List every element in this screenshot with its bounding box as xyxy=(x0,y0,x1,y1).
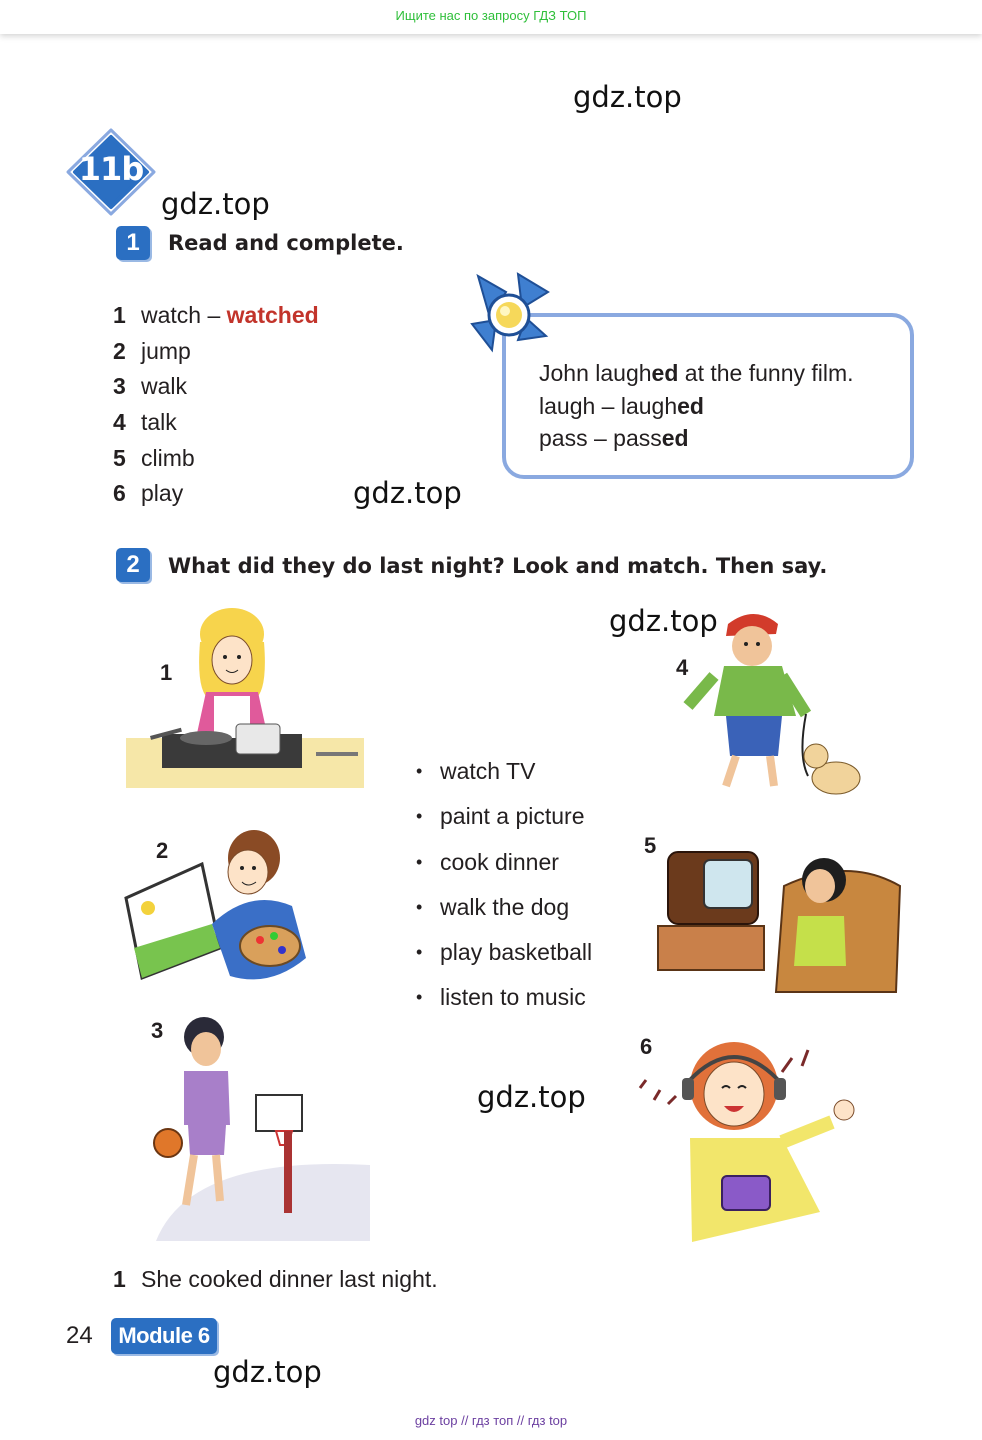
activity-text: watch TV xyxy=(440,758,536,784)
bullet: • xyxy=(416,761,423,781)
item-word: watch xyxy=(141,302,202,328)
exercise-2-instruction: What did they do last night? Look and match. Then say. xyxy=(168,554,828,578)
list-item xyxy=(416,933,592,978)
example-sentence xyxy=(113,1266,438,1293)
activity-text: cook dinner xyxy=(440,848,559,875)
item-word: play xyxy=(141,480,184,507)
picture-5-label: 5 xyxy=(644,833,657,858)
activity-list xyxy=(416,752,592,1024)
bullet: • xyxy=(416,896,423,917)
picture-3-basketball xyxy=(150,1015,370,1243)
bullet: • xyxy=(416,987,423,1008)
item-number: 2 xyxy=(113,337,126,364)
bullet: • xyxy=(416,851,423,872)
list-item xyxy=(416,752,592,797)
spotlight-lamp-icon xyxy=(466,270,556,360)
picture-6-listening-music xyxy=(632,1032,864,1244)
item-dash: – xyxy=(201,302,227,328)
picture-1-label: 1 xyxy=(160,660,173,685)
item-word: talk xyxy=(141,409,177,436)
note-line-3: pass – passed xyxy=(539,425,689,451)
watermark: gdz.top xyxy=(477,1080,586,1114)
item-number: 1 xyxy=(113,302,126,328)
list-item xyxy=(113,476,319,512)
activity-text: play basketball xyxy=(440,939,593,966)
item-number: 4 xyxy=(113,409,126,436)
watermark: gdz.top xyxy=(609,604,718,638)
item-word: walk xyxy=(141,373,188,400)
exercise-2-number: 2 xyxy=(116,548,150,582)
item-answer: watched xyxy=(226,302,319,328)
bullet: • xyxy=(416,942,423,963)
picture-6-label: 6 xyxy=(640,1034,653,1059)
exercise-1-instruction: Read and complete. xyxy=(168,231,404,255)
picture-2-label: 2 xyxy=(156,838,169,863)
list-item xyxy=(416,843,592,888)
watermark: gdz.top xyxy=(353,476,462,510)
list-item xyxy=(113,298,319,334)
picture-4-walking-dog xyxy=(678,606,868,806)
item-word: jump xyxy=(141,337,191,364)
page-number: 24 xyxy=(66,1322,93,1349)
list-item xyxy=(113,369,319,405)
top-banner xyxy=(0,0,982,34)
activity-text: listen to music xyxy=(440,984,586,1011)
grammar-note-box xyxy=(502,313,914,479)
watermark: gdz.top xyxy=(573,80,682,114)
list-item xyxy=(113,441,319,477)
footer-links[interactable]: gdz top // гдз топ // гдз top xyxy=(414,1413,568,1428)
picture-5-watching-tv xyxy=(648,846,900,998)
item-number: 6 xyxy=(113,480,126,507)
picture-4-label: 4 xyxy=(676,655,689,680)
list-item xyxy=(416,978,592,1023)
note-line-2: laugh – laughed xyxy=(539,393,704,419)
picture-1-cooking xyxy=(126,612,364,792)
list-item xyxy=(113,405,319,441)
note-line-1: John laughed at the funny film. xyxy=(539,360,854,386)
top-banner-text: Ищите нас по запросу ГДЗ ТОП xyxy=(395,8,587,23)
picture-2-painting xyxy=(120,828,320,988)
activity-text: walk the dog xyxy=(440,893,570,920)
item-word: climb xyxy=(141,444,195,471)
list-item xyxy=(416,888,592,933)
item-number: 3 xyxy=(113,373,126,400)
list-item xyxy=(113,334,319,370)
module-badge: Module 6 xyxy=(111,1318,217,1354)
activity-text: paint a picture xyxy=(440,803,585,830)
watermark: gdz.top xyxy=(161,187,270,221)
item-number: 5 xyxy=(113,444,126,471)
list-item xyxy=(416,797,592,842)
watermark: gdz.top xyxy=(213,1355,322,1389)
picture-3-label: 3 xyxy=(151,1018,164,1043)
bullet: • xyxy=(416,806,423,827)
example-text: She cooked dinner last night. xyxy=(141,1266,438,1292)
verb-list xyxy=(113,298,319,512)
lesson-badge-label: 11b xyxy=(78,150,144,188)
exercise-1-number: 1 xyxy=(116,226,150,260)
example-number: 1 xyxy=(113,1266,126,1292)
